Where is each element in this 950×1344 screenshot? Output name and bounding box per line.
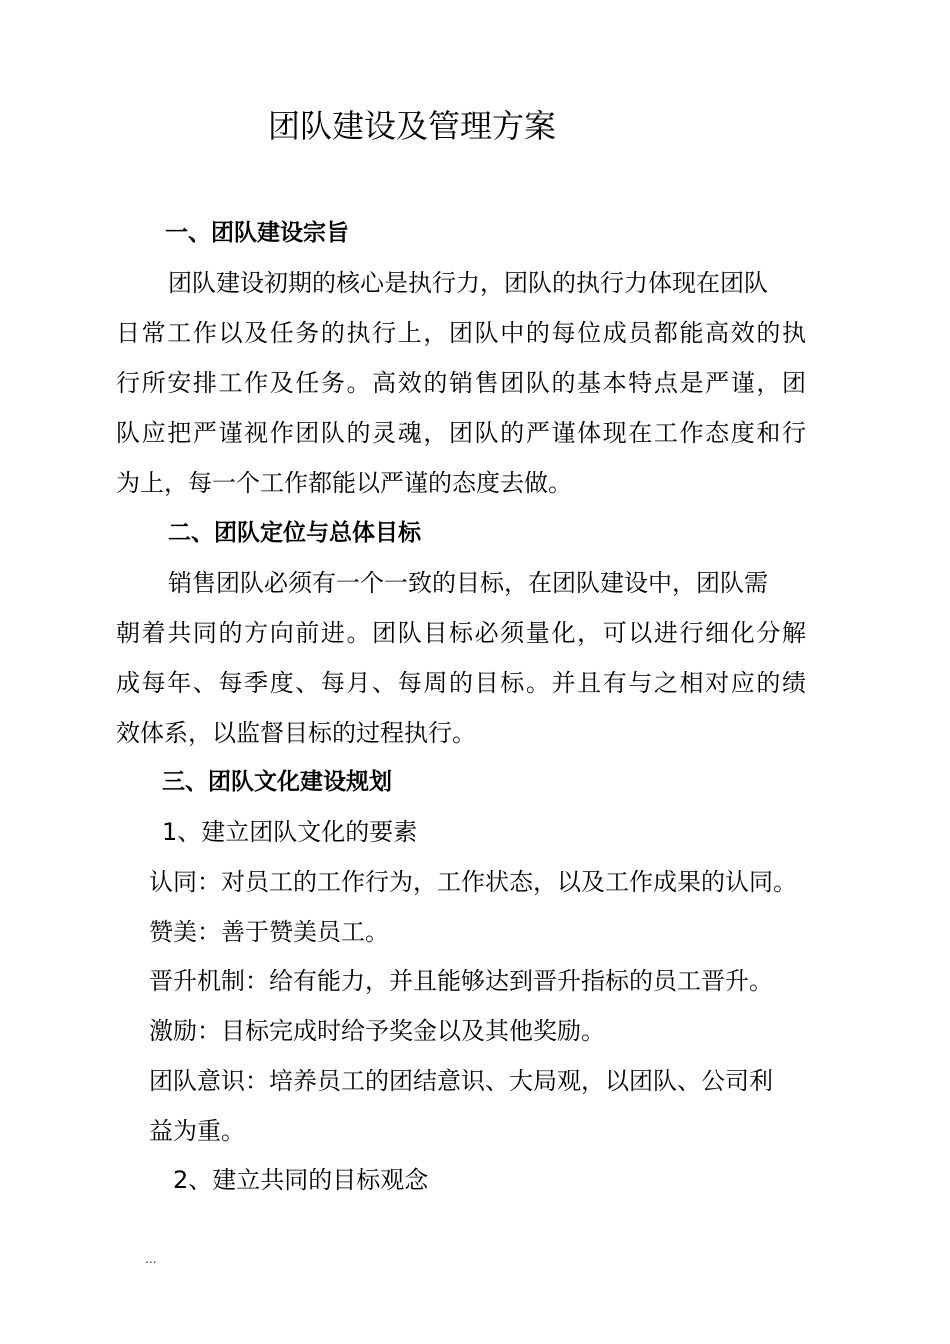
- section1-paragraph-line: 团队建设初期的核心是执行力，团队的执行力体现在团队: [168, 269, 768, 297]
- culture-element-item: 认同：对员工的工作行为，工作状态，以及工作成果的认同。: [149, 868, 797, 896]
- section2-paragraph-line: 成每年、每季度、每月、每周的目标。并且有与之相对应的绩: [116, 669, 806, 697]
- document-title: 团队建设及管理方案: [268, 107, 557, 145]
- section2-heading: 二、团队定位与总体目标: [168, 520, 421, 546]
- culture-element-item: 激励：目标完成时给予奖金以及其他奖励。: [149, 1017, 605, 1045]
- culture-element-item: 赞美：善于赞美员工。: [149, 918, 389, 946]
- section1-heading: 一、团队建设宗旨: [165, 220, 349, 246]
- section3-heading: 三、团队文化建设规划: [162, 769, 392, 795]
- section1-paragraph-line: 队应把严谨视作团队的灵魂，团队的严谨体现在工作态度和行: [116, 419, 806, 447]
- section2-paragraph-line: 销售团队必须有一个一致的目标，在团队建设中，团队需: [168, 569, 768, 597]
- section1-paragraph-line: 日常工作以及任务的执行上，团队中的每位成员都能高效的执: [116, 319, 806, 347]
- section3-subheading: 1、建立团队文化的要素: [162, 818, 418, 846]
- section2-paragraph-line: 朝着共同的方向前进。团队目标必须量化，可以进行细化分解: [116, 619, 806, 647]
- culture-element-item: 益为重。: [149, 1117, 245, 1145]
- section1-paragraph-line: 行所安排工作及任务。高效的销售团队的基本特点是严谨，团: [116, 369, 806, 397]
- culture-element-item: 团队意识：培养员工的团结意识、大局观，以团队、公司利: [149, 1067, 773, 1095]
- section1-paragraph-line: 为上，每一个工作都能以严谨的态度去做。: [116, 469, 572, 497]
- culture-element-item: 晋升机制：给有能力，并且能够达到晋升指标的员工晋升。: [149, 967, 773, 995]
- page-footer-mark: ...: [145, 1252, 157, 1266]
- section3-subheading: 2、建立共同的目标观念: [173, 1166, 429, 1194]
- section2-paragraph-line: 效体系，以监督目标的过程执行。: [116, 719, 476, 747]
